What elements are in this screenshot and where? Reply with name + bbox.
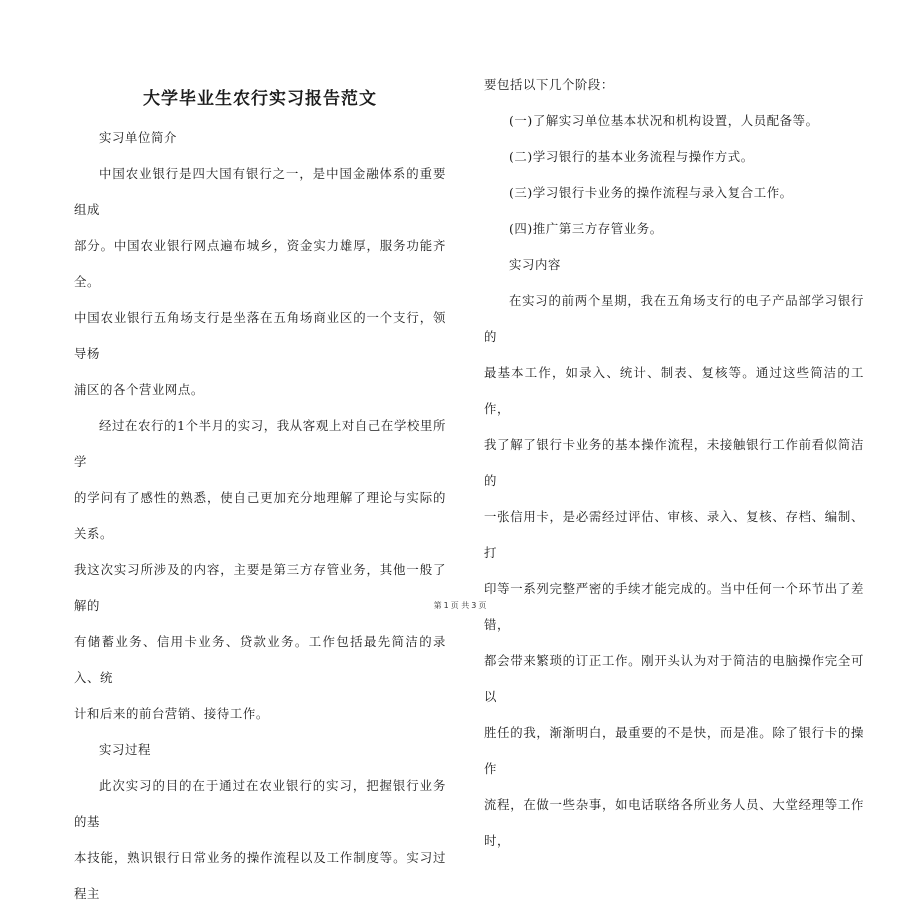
section-heading: 实习内容 [509, 257, 561, 272]
section-heading: (一)了解实习单位基本状况和机构设置，人员配备等。 [509, 113, 819, 128]
footer-prefix: 第 [433, 601, 442, 610]
footer-mid: 页 共 [450, 601, 470, 610]
paragraph-line: 胜任的我，渐渐明白，最重要的不是快，而是准。除了银行卡的操作 [484, 725, 864, 776]
paragraph-line: 计和后来的前台营销、接待工作。 [74, 706, 269, 721]
paragraph-line: 我了解了银行卡业务的基本操作流程，未接触银行工作前看似简洁的 [484, 437, 864, 488]
section-heading: 实习过程 [99, 742, 151, 757]
section-heading: (四)推广第三方存管业务。 [509, 221, 663, 236]
paragraph-line: 最基本工作，如录入、统计、制表、复核等。通过这些简洁的工作， [484, 365, 864, 416]
paragraph-line: 要包括以下几个阶段： [484, 77, 614, 92]
right-column [484, 67, 864, 859]
paragraph-line: 我这次实习所涉及的内容，主要是第三方存管业务，其他一般了解的 [74, 562, 446, 613]
section-heading: 实习单位简介 [99, 130, 177, 145]
paragraph-line: 中国农业银行五角场支行是坐落在五角场商业区的一个支行，领导杨 [74, 310, 446, 361]
document-title: 大学毕业生农行实习报告范文 [143, 89, 377, 109]
left-column [74, 120, 446, 912]
paragraph-line: 一张信用卡，是必需经过评估、审核、录入、复核、存档、编制、打 [484, 509, 864, 560]
paragraph-line: 有储蓄业务、信用卡业务、贷款业务。工作包括最先简洁的录入、统 [74, 634, 446, 685]
section-heading: (二)学习银行的基本业务流程与操作方式。 [509, 149, 754, 164]
paragraph-line: 流程，在做一些杂事，如电话联络各所业务人员、大堂经理等工作时， [484, 797, 864, 848]
paragraph-line: 本技能，熟识银行日常业务的操作流程以及工作制度等。实习过程主 [74, 850, 446, 901]
footer-total-pages: 3 [471, 601, 477, 610]
footer-suffix: 页 [478, 601, 487, 610]
paragraph-line: 中国农业银行是四大国有银行之一，是中国金融体系的重要组成 [74, 166, 446, 217]
paragraph-line: 部分。中国农业银行网点遍布城乡，资金实力雄厚，服务功能齐全。 [74, 238, 446, 289]
paragraph-line: 经过在农行的1个半月的实习，我从客观上对自己在学校里所学 [74, 418, 446, 469]
paragraph-line: 在实习的前两个星期，我在五角场支行的电子产品部学习银行的 [484, 293, 864, 344]
paragraph-line: 浦区的各个营业网点。 [74, 382, 204, 397]
section-heading: (三)学习银行卡业务的操作流程与录入复合工作。 [509, 185, 793, 200]
paragraph-line: 此次实习的目的在于通过在农业银行的实习，把握银行业务的基 [74, 778, 446, 829]
paragraph-line: 都会带来繁琐的订正工作。刚开头认为对于简洁的电脑操作完全可以 [484, 653, 864, 704]
paragraph-line: 的学问有了感性的熟悉，使自己更加充分地理解了理论与实际的关系。 [74, 490, 446, 541]
footer-page-number: 1 [443, 601, 449, 610]
paragraph-line: 印等一系列完整严密的手续才能完成的。当中任何一个环节出了差错， [484, 581, 864, 632]
page-footer [0, 600, 920, 611]
